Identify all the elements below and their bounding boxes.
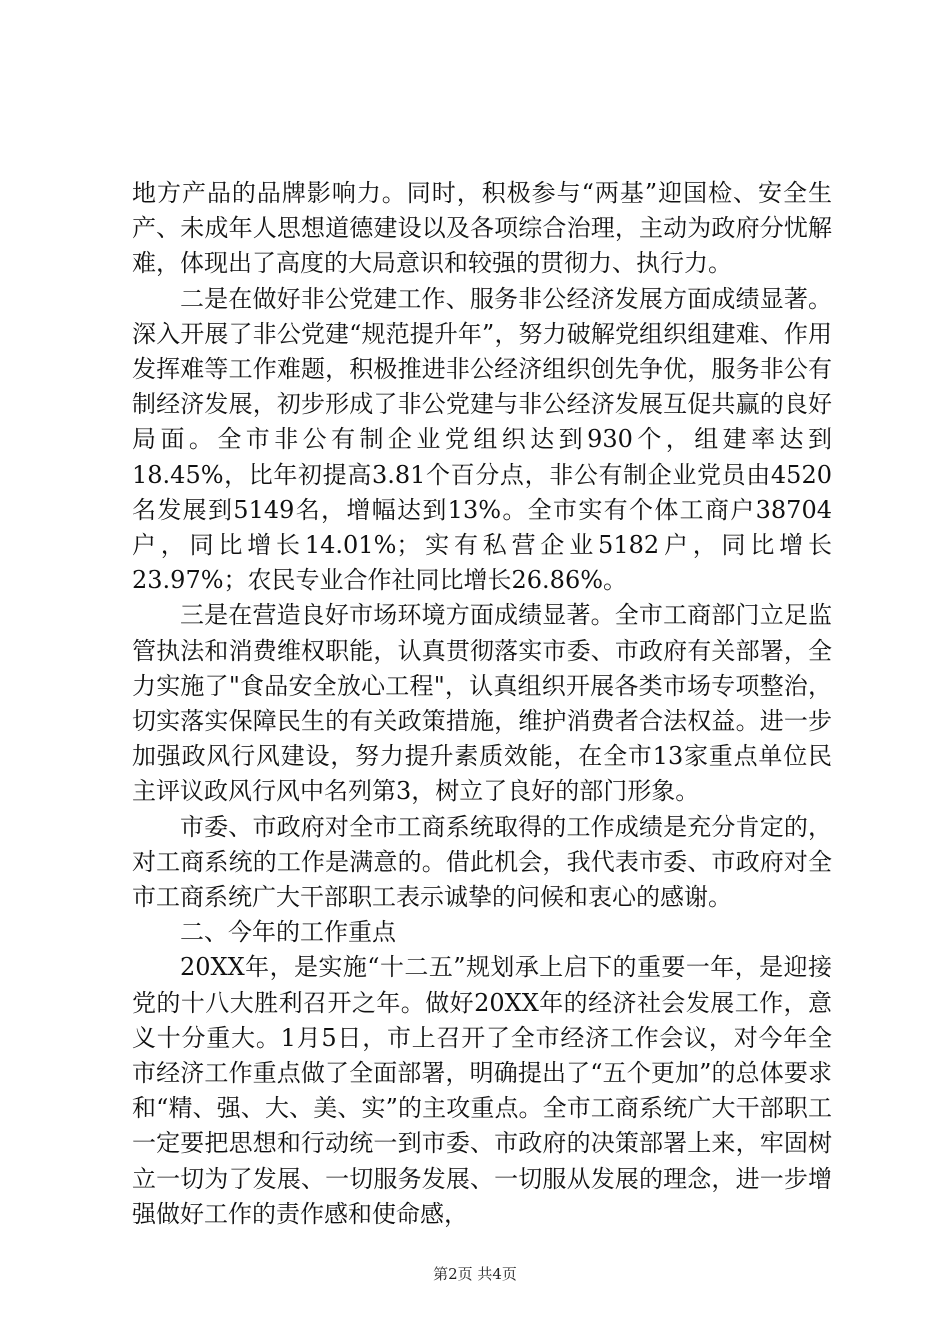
page-number-footer: 第2页 共4页	[433, 1265, 517, 1283]
paragraph-work-priorities: 20XX年，是实施“十二五”规划承上启下的重要一年，是迎接党的十八大胜利召开之年。做好20XX年的经济社会发展工作，意义十分重大。1月5日，市上召开了全市经济工作会议，对今年全市经济工作重点做了全面部署，明确提出了“五个更加”的总体要求和“精、强、大、美、实”的主攻重点。全市工商系统广大干部职工一定要把思想和行动统一到市委、市政府的决策部署上来，牢固树立一切为了发展、一切服务发展、一切服从发展的理念，进一步增强做好工作的责作感和使命感，	[132, 953, 832, 1228]
paragraph-nonpublic-party-building: 二是在做好非公党建工作、服务非公经济发展方面成绩显著。深入开展了非公党建“规范提升年”，努力破解党组织组建难、作用发挥难等工作难题，积极推进非公经济组织创先争优，服务非公有制经济发展，初步形成了非公党建与非公经济发展互促共赢的良好局面。全市非公有制企业党组织达到930个，组建率达到18.45%，比年初提高3.81个百分点，非公有制企业党员由4520名发展到5149名，增幅达到13%。全市实有个体工商户38704户，同比增长14.01%；实有私营企业5182户，同比增长23.97%；农民专业合作社同比增长26.86%。	[132, 284, 832, 595]
section-heading-work-priorities: 二、今年的工作重点	[180, 918, 396, 947]
paragraph-market-environment: 三是在营造良好市场环境方面成绩显著。全市工商部门立足监管执法和消费维权职能，认真贯彻落实市委、市政府有关部署，全力实施了"食品安全放心工程"，认真组织开展各类市场专项整治，切实落实保障民生的有关政策措施，维护消费者合法权益。进一步加强政风行风建设，努力提升素质效能，在全市13家重点单位民主评议政风行风中名列第3，树立了良好的部门形象。	[132, 601, 832, 806]
paragraph-acknowledgement: 市委、市政府对全市工商系统取得的工作成绩是充分肯定的，对工商系统的工作是满意的。借此机会，我代表市委、市政府对全市工商系统广大干部职工表示诚挚的问候和衷心的感谢。	[132, 812, 832, 912]
document-body	[132, 176, 832, 1232]
paragraph-continuation: 地方产品的品牌影响力。同时，积极参与“两基”迎国检、安全生产、未成年人思想道德建设以及各项综合治理，主动为政府分忧解难，体现出了高度的大局意识和较强的贯彻力、执行力。	[132, 179, 832, 278]
